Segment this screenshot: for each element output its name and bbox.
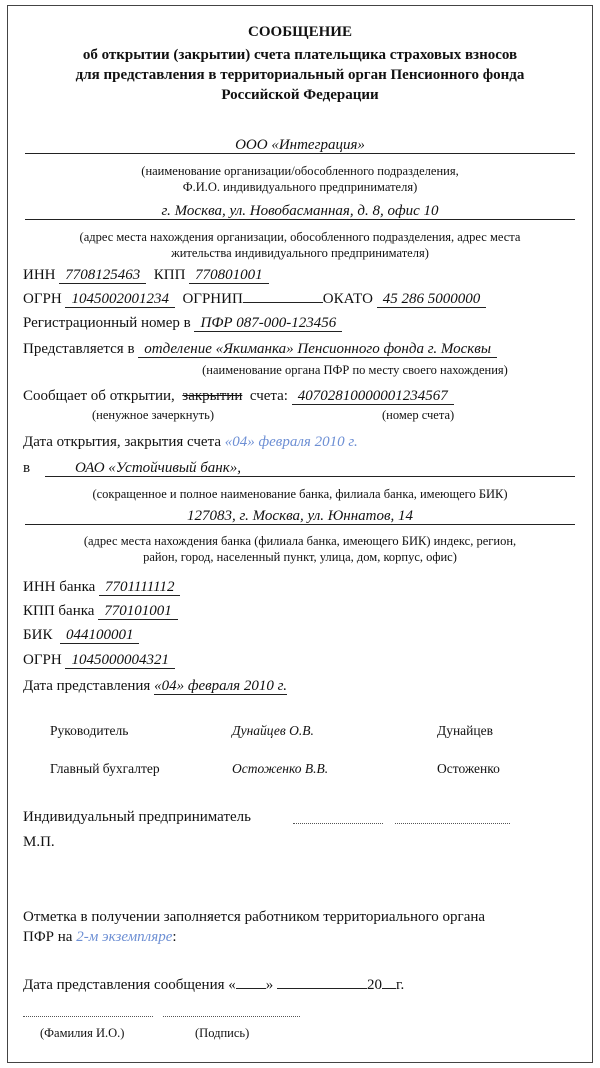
report-row bbox=[23, 387, 454, 405]
kpp-value: 770801001 bbox=[189, 267, 269, 284]
struck-text: закрытии bbox=[182, 388, 243, 404]
signature: Дунайцев bbox=[437, 723, 493, 738]
okato-label: ОКАТО bbox=[322, 291, 373, 307]
bank-address-caption-2: район, город, населенный пункт, улица, дом, корпус, офис) bbox=[143, 550, 457, 564]
date-row bbox=[23, 433, 358, 451]
receipt-year-suffix: г. bbox=[396, 977, 405, 993]
bank-inn-row bbox=[23, 578, 180, 596]
strike-caption: (ненужное зачеркнуть) bbox=[92, 408, 214, 422]
ip-name-line bbox=[395, 823, 510, 824]
receipt-suffix: : bbox=[172, 929, 177, 945]
underline bbox=[25, 524, 575, 525]
submitted-caption: (наименование органа ПФР по месту своего нахождения) bbox=[202, 363, 508, 377]
bank-ogrn-row bbox=[23, 651, 175, 669]
receipt-year: 20 bbox=[367, 977, 383, 993]
receipt-date-mid: » bbox=[265, 977, 274, 993]
bank-name: ОАО «Устойчивый банк», bbox=[75, 460, 241, 476]
sign-line bbox=[163, 1016, 300, 1017]
inn-value: 7708125463 bbox=[59, 267, 146, 284]
underline bbox=[25, 219, 575, 220]
inn-row bbox=[23, 266, 269, 284]
bank-address-caption-1: (адрес места нахождения банка (филиала банка, имеющего БИК) индекс, регион, bbox=[83, 534, 517, 548]
org-name-caption-1: (наименование организации/обособленного подразделения, bbox=[141, 164, 459, 178]
bank-kpp-value: 770101001 bbox=[98, 603, 178, 620]
doc-title: СООБЩЕНИЕ bbox=[248, 24, 352, 40]
doc-subtitle-1: об открытии (закрытии) счета плательщика страховых взносов bbox=[82, 47, 518, 63]
receipt-line-1: Отметка в получении заполняется работником территориального органа bbox=[23, 909, 486, 925]
ogrnip-label: ОГРНИП bbox=[182, 291, 243, 307]
signature-role: Главный бухгалтер bbox=[50, 761, 160, 776]
ip-signature-line bbox=[293, 823, 383, 824]
bik-row bbox=[23, 626, 139, 644]
org-address: г. Москва, ул. Новобасманная, д. 8, офис 10 bbox=[161, 203, 439, 219]
reg-label: Регистрационный номер в bbox=[23, 315, 191, 331]
org-address-caption-1: (адрес места нахождения организации, обособленного подразделения, адрес места bbox=[79, 230, 521, 244]
present-date: «04» февраля 2010 г. bbox=[154, 678, 288, 694]
present-row bbox=[23, 677, 287, 695]
signature-name: Дунайцев О.В. bbox=[232, 723, 314, 738]
ogrn-value: 1045002001234 bbox=[65, 291, 175, 308]
bik-label: БИК bbox=[23, 627, 53, 643]
receipt-date-label: Дата представления сообщения « bbox=[23, 977, 236, 993]
bank-inn-value: 7701111112 bbox=[99, 579, 180, 596]
bank-address: 127083, г. Москва, ул. Юннатов, 14 bbox=[186, 508, 414, 524]
ogrn-row bbox=[23, 290, 486, 308]
submitted-value: отделение «Якиманка» Пенсионного фонда г. Москвы bbox=[138, 341, 497, 358]
org-address-caption-2: жительства индивидуального предпринимателя) bbox=[171, 246, 429, 260]
account-label: счета: bbox=[249, 388, 288, 404]
okato-value: 45 286 5000000 bbox=[377, 291, 487, 308]
doc-subtitle-3: Российской Федерации bbox=[221, 87, 379, 103]
ogrn-label: ОГРН bbox=[23, 291, 62, 307]
account-caption: (номер счета) bbox=[382, 408, 455, 422]
sign-caption: (Подпись) bbox=[195, 1026, 250, 1040]
kpp-label: КПП bbox=[153, 267, 186, 283]
receipt-copy: 2-м экземпляре bbox=[76, 929, 173, 945]
bank-ogrn-label: ОГРН bbox=[23, 652, 62, 668]
date-label: Дата открытия, закрытия счета bbox=[23, 434, 221, 450]
reg-value: ПФР 087-000-123456 bbox=[194, 315, 342, 332]
underline bbox=[25, 153, 575, 154]
bank-ogrn-value: 1045000004321 bbox=[65, 652, 175, 669]
submitted-label: Представляется в bbox=[23, 341, 135, 357]
signature-name: Остоженко В.В. bbox=[232, 761, 329, 776]
fio-line bbox=[23, 1016, 153, 1017]
bik-value: 044100001 bbox=[60, 627, 140, 644]
signature: Остоженко bbox=[437, 761, 500, 776]
report-label: Сообщает об открытии, bbox=[23, 388, 175, 404]
underline bbox=[45, 476, 575, 477]
date-value: «04» февраля 2010 г. bbox=[224, 434, 358, 450]
org-name-caption-2: Ф.И.О. индивидуального предпринимателя) bbox=[182, 180, 418, 194]
bank-kpp-label: КПП банка bbox=[23, 603, 95, 619]
bank-caption: (сокращенное и полное наименование банка, филиала банка, имеющего БИК) bbox=[92, 487, 508, 501]
in-label: в bbox=[23, 460, 31, 476]
org-name: ООО «Интеграция» bbox=[235, 137, 365, 153]
bank-inn-label: ИНН банка bbox=[23, 579, 96, 595]
ip-label: Индивидуальный предприниматель bbox=[23, 809, 251, 825]
mp-label: М.П. bbox=[23, 834, 55, 850]
receipt-date-row bbox=[23, 976, 404, 994]
bank-kpp-row bbox=[23, 602, 178, 620]
fio-caption: (Фамилия И.О.) bbox=[40, 1026, 125, 1040]
signature-role: Руководитель bbox=[50, 723, 129, 738]
receipt-line-2 bbox=[23, 928, 177, 946]
receipt-prefix: ПФР на bbox=[23, 929, 73, 945]
account-value: 40702810000001234567 bbox=[292, 388, 454, 405]
inn-label: ИНН bbox=[23, 267, 56, 283]
present-label: Дата представления bbox=[23, 678, 151, 694]
submitted-row bbox=[23, 340, 497, 358]
reg-row bbox=[23, 314, 342, 332]
doc-subtitle-2: для представления в территориальный орган Пенсионного фонда bbox=[75, 67, 525, 83]
